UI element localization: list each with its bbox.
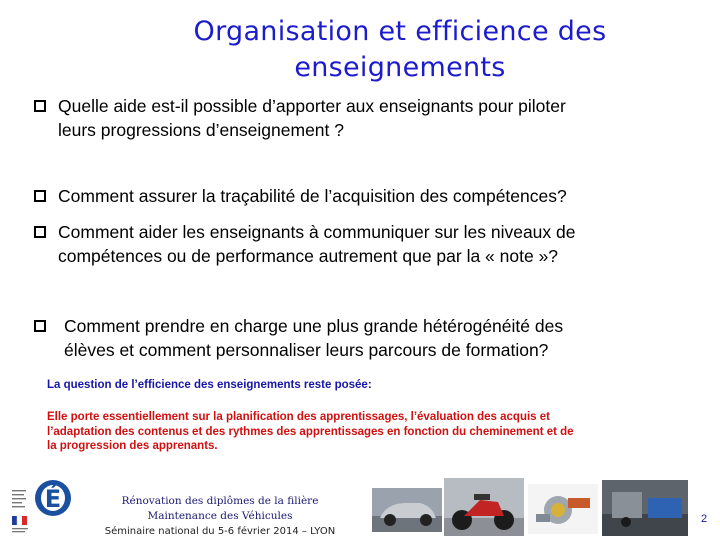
vehicle-photos: [372, 478, 690, 538]
bullet-item: [34, 184, 704, 208]
bullet-line: Quelle aide est-il possible d’apporter aux enseignants pour piloter: [58, 96, 566, 116]
motorcycle-photo: [444, 478, 524, 536]
bullet-item: [34, 220, 704, 268]
note-line: l’adaptation des contenus et des rythmes des apprentissages en fonction du cheminement et de: [47, 425, 574, 438]
bullet-line: compétences ou de performance autrement que par la « note »?: [58, 246, 559, 266]
bullet-line: Comment aider les enseignants à communiquer sur les niveaux de: [58, 222, 576, 242]
note-line: la progression des apprenants.: [47, 440, 218, 452]
car-photo: [372, 488, 442, 532]
slide-title: [130, 14, 670, 86]
checkbox-bullet-icon: [34, 100, 46, 112]
bullet-line: élèves et comment personnaliser leurs parcours de formation?: [64, 340, 549, 360]
checkbox-bullet-icon: [34, 320, 46, 332]
bullet-line: Comment assurer la traçabilité de l’acquisition des compétences?: [58, 186, 567, 206]
bullet-line: leurs progressions d’enseignement ?: [58, 120, 344, 140]
slide-title-line1: Organisation et efficience des: [193, 16, 607, 47]
ministry-logo-icon: [8, 474, 78, 536]
footer-line3: Séminaire national du 5-6 février 2014 – LYON: [104, 526, 336, 537]
slide-title-line2: enseignements: [294, 52, 506, 83]
bullet-line: Comment prendre en charge une plus grande hétérogénéité des: [64, 316, 564, 336]
efficiency-explanation-note: [47, 410, 697, 454]
footer-text: [100, 494, 340, 539]
bullet-item: [34, 94, 704, 142]
efficiency-question-note: La question de l’efficience des enseignements reste posée:: [47, 379, 372, 391]
bullet-item: [34, 314, 704, 362]
engine-diagram-photo: [528, 484, 598, 534]
page-number: 2: [701, 513, 708, 525]
svg-text:É: É: [44, 485, 62, 513]
footer-line1: Rénovation des diplômes de la filière: [121, 495, 319, 507]
workshop-photo: [602, 480, 688, 536]
footer-line2: Maintenance des Véhicules: [147, 510, 293, 522]
note-line: Elle porte essentiellement sur la planification des apprentissages, l’évaluation des acquis et: [47, 411, 550, 423]
checkbox-bullet-icon: [34, 226, 46, 238]
checkbox-bullet-icon: [34, 190, 46, 202]
